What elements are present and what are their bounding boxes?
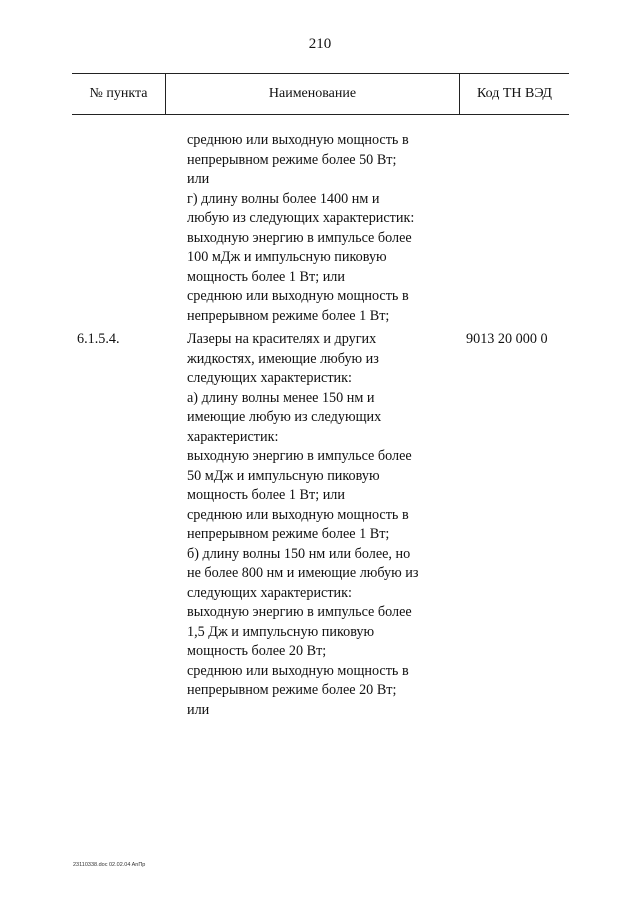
text-line: не более 800 нм и имеющие любую из — [187, 565, 419, 581]
text-line: среднюю или выходную мощность в — [187, 662, 409, 679]
text-line: выходную энергию в импульсе более — [187, 448, 412, 464]
text-line: непрерывном режиме более 20 Вт; — [187, 682, 397, 698]
text-line: следующих характеристик: — [187, 370, 352, 386]
text-line: г) длину волны более 1400 нм и — [187, 190, 380, 207]
text-line: непрерывном режиме более 1 Вт; — [187, 526, 390, 542]
text-line: жидкостях, имеющие любую из — [187, 350, 379, 367]
table-header — [72, 73, 569, 115]
text-line: среднюю или выходную мощность в — [187, 506, 409, 523]
entry-description — [187, 330, 462, 720]
continuation-text — [187, 131, 457, 326]
text-line: следующих характеристик: — [187, 584, 352, 601]
text-line: а) длину волны менее 150 нм и — [187, 389, 375, 406]
text-line: мощность более 1 Вт; или — [187, 487, 345, 503]
text-line: выходную энергию в импульсе более — [187, 229, 412, 246]
text-line: или — [187, 171, 210, 187]
text-line: или — [187, 701, 210, 718]
footer-file-ref: 23110338.doc 02.02.04 AnПр — [73, 862, 146, 868]
entry-number: 6.1.5.4. — [77, 331, 120, 347]
text-line: любую из следующих характеристик: — [187, 210, 415, 226]
text-line: 50 мДж и импульсную пиковую — [187, 467, 380, 484]
text-line: имеющие любую из следующих — [187, 409, 382, 425]
text-line: 100 мДж и импульсную пиковую — [187, 249, 387, 265]
entry-code: 9013 20 000 0 — [466, 331, 548, 347]
text-line: непрерывном режиме более 50 Вт; — [187, 151, 397, 168]
text-line: Лазеры на красителях и других — [187, 331, 377, 347]
text-line: среднюю или выходную мощность в — [187, 132, 409, 148]
text-line: б) длину волны 150 нм или более, но — [187, 545, 411, 562]
text-line: мощность более 1 Вт; или — [187, 268, 345, 285]
header-code-column: Код ТН ВЭД — [477, 86, 552, 101]
text-line: среднюю или выходную мощность в — [187, 288, 409, 304]
text-line: мощность более 20 Вт; — [187, 643, 327, 659]
text-line: характеристик: — [187, 428, 279, 445]
page-number: 210 — [308, 36, 332, 52]
header-name-column: Наименование — [268, 86, 357, 101]
text-line: выходную энергию в импульсе более — [187, 604, 412, 620]
text-line: непрерывном режиме более 1 Вт; — [187, 307, 390, 324]
header-number-column: № пункта — [89, 86, 148, 101]
text-line: 1,5 Дж и импульсную пиковую — [187, 623, 375, 640]
